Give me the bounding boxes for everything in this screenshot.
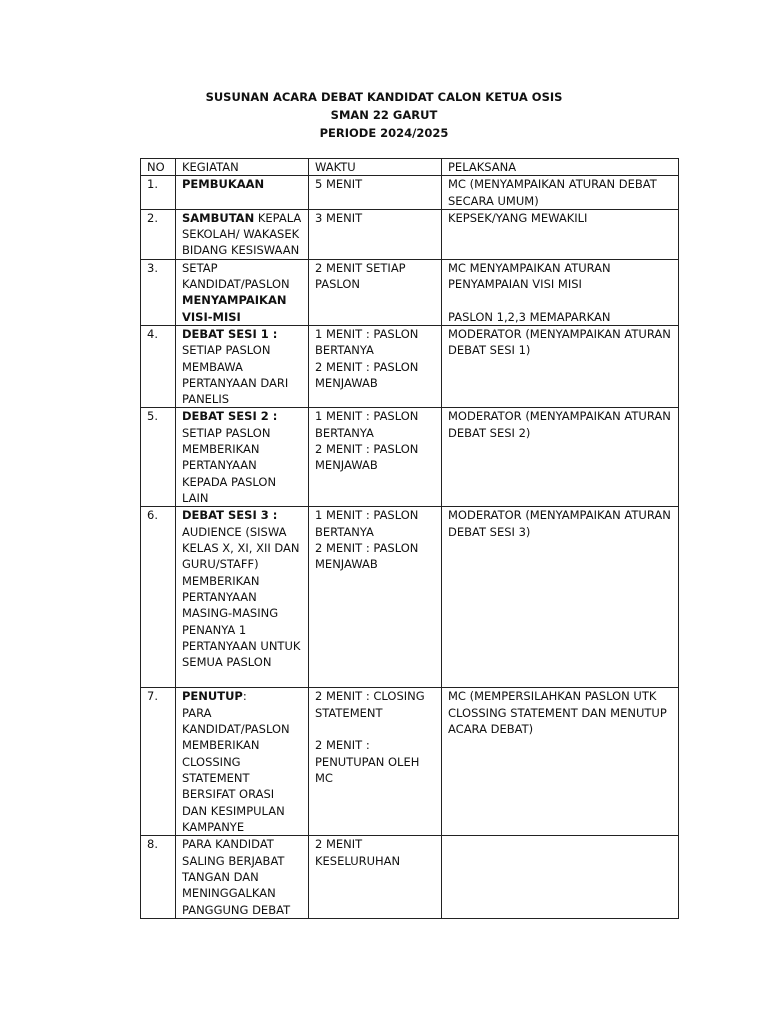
table-row (141, 688, 679, 836)
cell-pelaksana (442, 688, 679, 836)
table-row (141, 176, 679, 210)
cell-no: 1. (141, 176, 176, 210)
kegiatan-colon: : (242, 689, 247, 704)
waktu-line: 2 MENIT : CLOSING STATEMENT (315, 689, 425, 720)
kegiatan-text: PARA KANDIDAT SALING BERJABAT TANGAN DAN MENINGGALKAN PANGGUNG DEBAT (182, 837, 291, 917)
cell-pelaksana (442, 836, 679, 918)
header-kegiatan: KEGIATAN (176, 159, 309, 176)
waktu-line: 2 MENIT : PENUTUPAN OLEH MC (315, 738, 420, 785)
cell-waktu (309, 688, 442, 836)
pelaksana-line: MODERATOR (MENYAMPAIKAN ATURAN DEBAT SESI 3) (448, 508, 671, 539)
waktu-line: 2 MENIT SETIAP PASLON (315, 260, 406, 292)
pelaksana-line: MODERATOR (MENYAMPAIKAN ATURAN DEBAT SESI 1) (448, 326, 671, 358)
cell-pelaksana (442, 507, 679, 688)
cell-pelaksana (442, 209, 679, 259)
table-row (141, 259, 679, 325)
waktu-line: 2 MENIT : PASLON MENJAWAB (315, 359, 419, 390)
kegiatan-heading: SAMBUTAN (182, 210, 255, 225)
cell-waktu (309, 408, 442, 507)
header-pelaksana: PELAKSANA (442, 159, 679, 176)
waktu-gap (315, 721, 435, 737)
cell-kegiatan (176, 408, 309, 507)
header-waktu: WAKTU (309, 159, 442, 176)
cell-kegiatan (176, 507, 309, 688)
table-row (141, 408, 679, 507)
table-header-row (141, 159, 679, 176)
waktu-line: 1 MENIT : PASLON BERTANYA (315, 409, 419, 440)
table-row (141, 836, 679, 918)
cell-pelaksana (442, 176, 679, 210)
cell-kegiatan (176, 176, 309, 210)
cell-no: 7. (141, 688, 176, 836)
header-no: NO (141, 159, 176, 176)
waktu-line: 1 MENIT : PASLON BERTANYA (315, 326, 419, 358)
cell-kegiatan (176, 836, 309, 918)
cell-pelaksana (442, 259, 679, 325)
title-line-1: SUSUNAN ACARA DEBAT KANDIDAT CALON KETUA OSIS (205, 90, 563, 104)
waktu-line: 2 MENIT : PASLON MENJAWAB (315, 442, 419, 473)
kegiatan-text: SETAP KANDIDAT/PASLON (182, 260, 290, 292)
cell-no: 8. (141, 836, 176, 918)
kegiatan-heading: MENYAMPAIKAN VISI-MISI (182, 293, 287, 324)
waktu-line: 2 MENIT : PASLON MENJAWAB (315, 541, 419, 572)
cell-kegiatan (176, 259, 309, 325)
kegiatan-heading: DEBAT SESI 1 : (182, 326, 278, 341)
kegiatan-text: PARA KANDIDAT/PASLON MEMBERIKAN CLOSSING STATEMENT BERSIFAT ORASI DAN KESIMPULAN KAMPANYE (182, 705, 290, 834)
cell-kegiatan (176, 688, 309, 836)
cell-no: 6. (141, 507, 176, 688)
cell-kegiatan (176, 325, 309, 407)
kegiatan-text: SETIAP PASLON MEMBERIKAN PERTANYAAN KEPADA PASLON LAIN (182, 425, 277, 505)
pelaksana-line: MC (MENYAMPAIKAN ATURAN DEBAT SECARA UMUM) (448, 177, 657, 208)
cell-waktu (309, 259, 442, 325)
cell-no: 2. (141, 209, 176, 259)
title-line-3: PERIODE 2024/2025 (319, 126, 449, 140)
cell-no: 3. (141, 259, 176, 325)
title-line-2: SMAN 22 GARUT (330, 108, 438, 122)
document-title (0, 88, 768, 142)
pelaksana-gap (448, 292, 672, 308)
kegiatan-text: KEPALA SEKOLAH/ WAKASEK BIDANG KESISWAAN (182, 210, 302, 258)
cell-no: 5. (141, 408, 176, 507)
kegiatan-text: SETIAP PASLON MEMBAWA PERTANYAAN DARI PANELIS (182, 343, 289, 407)
kegiatan-text: AUDIENCE (SISWA KELAS X, XI, XII DAN GURU/STAFF) MEMBERIKAN PERTANYAAN MASING-MASING PENANYA 1 PERTANYAAN UNTUK SEMUA PASLON (182, 524, 301, 670)
cell-waktu (309, 209, 442, 259)
cell-no: 4. (141, 325, 176, 407)
waktu-line: 5 MENIT (315, 177, 363, 192)
pelaksana-line: MC MENYAMPAIKAN ATURAN PENYAMPAIAN VISI MISI (448, 260, 611, 292)
pelaksana-line: MODERATOR (MENYAMPAIKAN ATURAN DEBAT SESI 2) (448, 409, 671, 440)
schedule-table (140, 158, 679, 919)
kegiatan-heading: PEMBUKAAN (182, 177, 265, 192)
table-row (141, 507, 679, 688)
waktu-line: 1 MENIT : PASLON BERTANYA (315, 508, 419, 539)
pelaksana-line: MC (MEMPERSILAHKAN PASLON UTK CLOSSING STATEMENT DAN MENUTUP ACARA DEBAT) (448, 689, 667, 737)
cell-pelaksana (442, 325, 679, 407)
pelaksana-line: KEPSEK/YANG MEWAKILI (448, 210, 588, 225)
table-row (141, 325, 679, 407)
kegiatan-heading: DEBAT SESI 2 : (182, 409, 278, 424)
kegiatan-heading: PENUTUP (182, 689, 243, 704)
cell-waktu (309, 836, 442, 918)
table-row (141, 209, 679, 259)
kegiatan-heading: DEBAT SESI 3 : (182, 508, 278, 523)
cell-waktu (309, 507, 442, 688)
waktu-line: 2 MENIT KESELURUHAN (315, 837, 401, 868)
pelaksana-line: PASLON 1,2,3 MEMAPARKAN (448, 309, 611, 324)
cell-pelaksana (442, 408, 679, 507)
cell-waktu (309, 176, 442, 210)
waktu-line: 3 MENIT (315, 210, 363, 225)
cell-kegiatan (176, 209, 309, 259)
cell-waktu (309, 325, 442, 407)
